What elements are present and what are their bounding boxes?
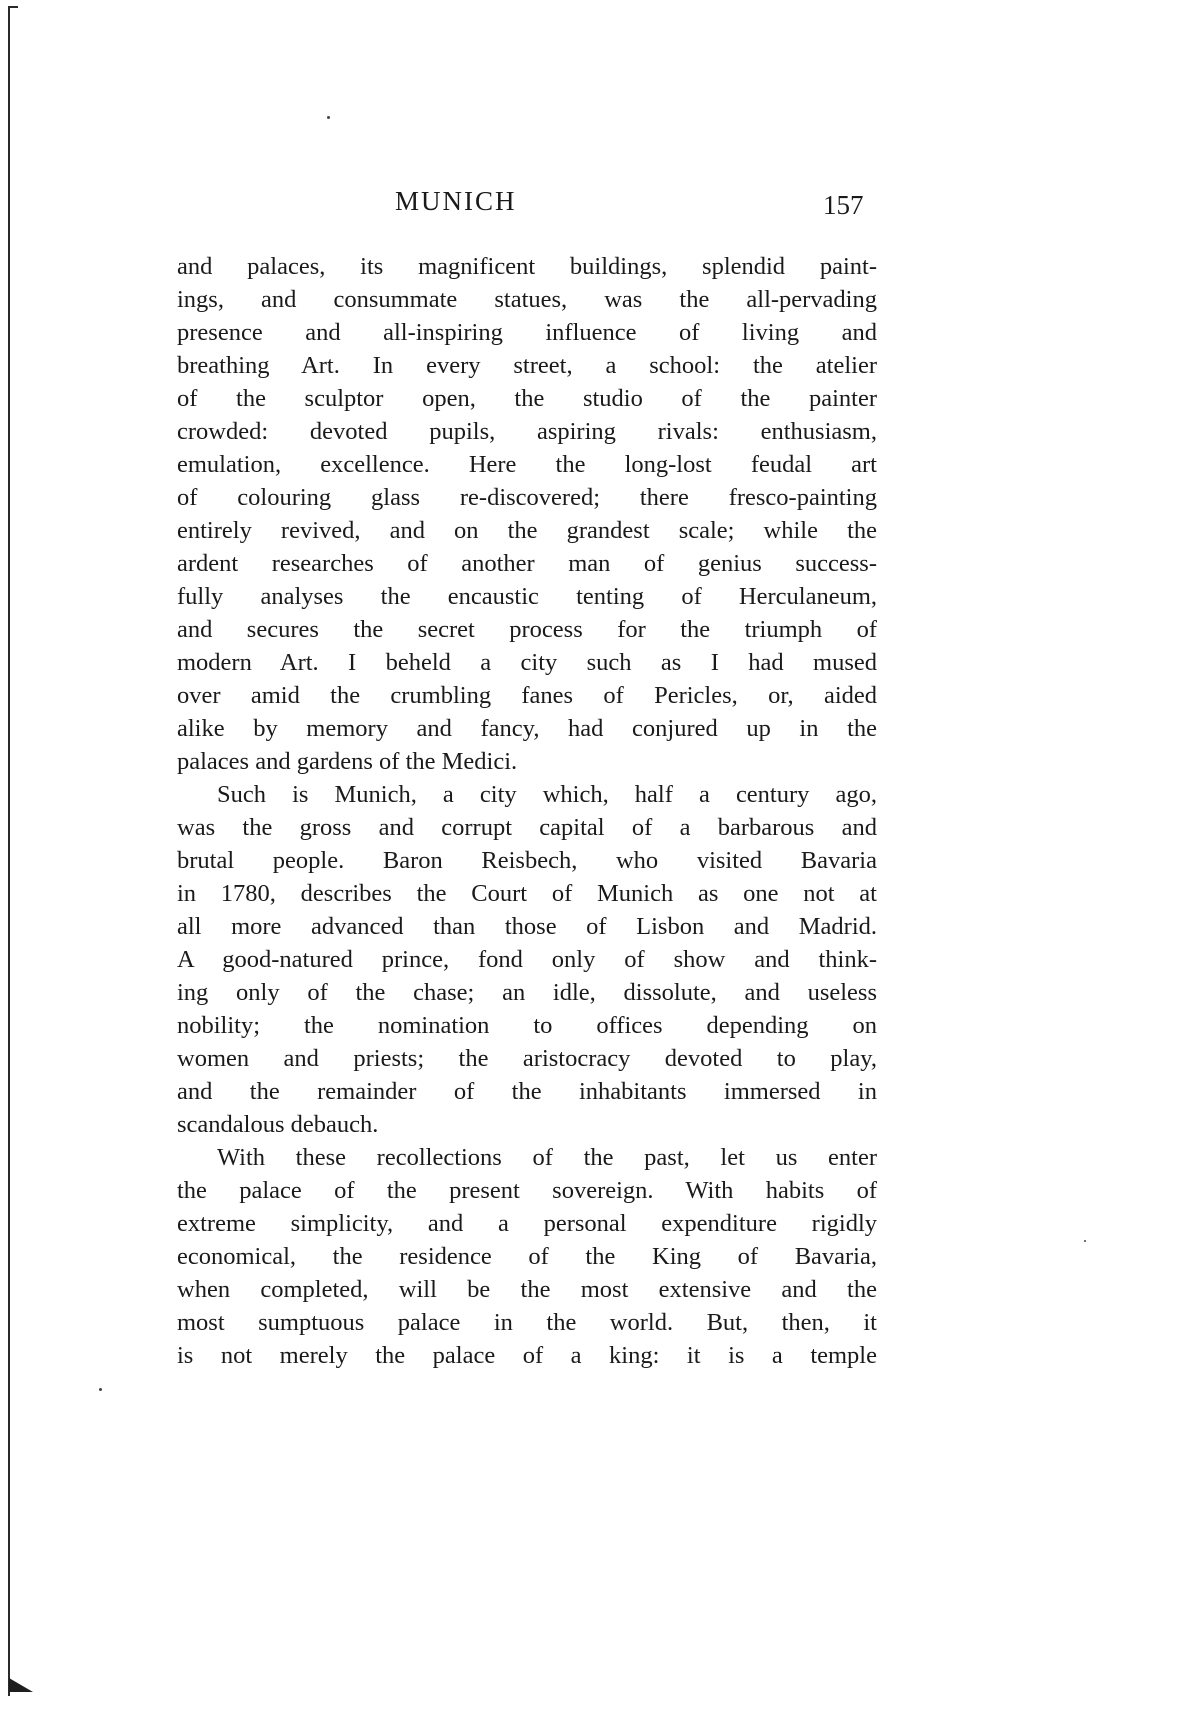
text-line: palaces and gardens of the Medici. bbox=[177, 748, 518, 775]
text-line: was the gross and corrupt capital of a barbarous and bbox=[177, 814, 877, 841]
text-line: ardent researches of another man of genius success- bbox=[177, 550, 877, 577]
text-line: emulation, excellence. Here the long-lost feudal art bbox=[177, 451, 877, 478]
text-line: breathing Art. In every street, a school: the atelier bbox=[177, 352, 877, 379]
text-line: when completed, will be the most extensive and the bbox=[177, 1276, 877, 1303]
text-line: all more advanced than those of Lisbon and Madrid. bbox=[177, 913, 877, 940]
text-line: crowded: devoted pupils, aspiring rivals: enthusiasm, bbox=[177, 418, 877, 445]
ink-speck bbox=[1084, 1240, 1086, 1242]
text-line: and secures the secret process for the triumph of bbox=[177, 616, 877, 643]
text-line: modern Art. I beheld a city such as I had mused bbox=[177, 649, 877, 676]
text-line: and palaces, its magnificent buildings, splendid paint- bbox=[177, 253, 877, 280]
page-number: 157 bbox=[823, 190, 864, 220]
ink-speck bbox=[99, 1388, 102, 1391]
body-text bbox=[177, 250, 877, 1372]
page-header bbox=[0, 186, 1198, 226]
text-line: fully analyses the encaustic tenting of Herculaneum, bbox=[177, 583, 877, 610]
paragraph bbox=[177, 1141, 877, 1372]
text-line: A good-natured prince, fond only of show and think- bbox=[177, 946, 877, 973]
binding-corner bbox=[9, 1678, 33, 1692]
text-line: presence and all-inspiring influence of living and bbox=[177, 319, 877, 346]
text-line: over amid the crumbling fanes of Pericles, or, aided bbox=[177, 682, 877, 709]
text-line: brutal people. Baron Reisbech, who visited Bavaria bbox=[177, 847, 877, 874]
text-line: scandalous debauch. bbox=[177, 1111, 379, 1138]
text-line: ings, and consummate statues, was the all-pervading bbox=[177, 286, 877, 313]
text-line: extreme simplicity, and a personal expenditure rigidly bbox=[177, 1210, 877, 1237]
text-line: most sumptuous palace in the world. But, then, it bbox=[177, 1309, 877, 1336]
running-head: MUNICH bbox=[395, 186, 517, 216]
paragraph bbox=[177, 250, 877, 778]
text-line: With these recollections of the past, let us enter bbox=[217, 1144, 877, 1171]
text-line: in 1780, describes the Court of Munich as one not at bbox=[177, 880, 877, 907]
text-line: Such is Munich, a city which, half a century ago, bbox=[217, 781, 877, 808]
text-line: alike by memory and fancy, had conjured up in the bbox=[177, 715, 877, 742]
text-line: is not merely the palace of a king: it is a temple bbox=[177, 1342, 877, 1369]
text-line: of the sculptor open, the studio of the painter bbox=[177, 385, 877, 412]
text-line: ing only of the chase; an idle, dissolute, and useless bbox=[177, 979, 877, 1006]
text-line: of colouring glass re-discovered; there fresco-painting bbox=[177, 484, 877, 511]
ink-speck bbox=[327, 116, 330, 119]
text-line: economical, the residence of the King of Bavaria, bbox=[177, 1243, 877, 1270]
text-line: women and priests; the aristocracy devoted to play, bbox=[177, 1045, 877, 1072]
binding-edge-top bbox=[8, 6, 18, 8]
paragraph bbox=[177, 778, 877, 1141]
binding-edge bbox=[8, 6, 10, 1696]
text-line: entirely revived, and on the grandest scale; while the bbox=[177, 517, 877, 544]
text-line: the palace of the present sovereign. With habits of bbox=[177, 1177, 877, 1204]
text-line: nobility; the nomination to offices depending on bbox=[177, 1012, 877, 1039]
text-line: and the remainder of the inhabitants immersed in bbox=[177, 1078, 877, 1105]
